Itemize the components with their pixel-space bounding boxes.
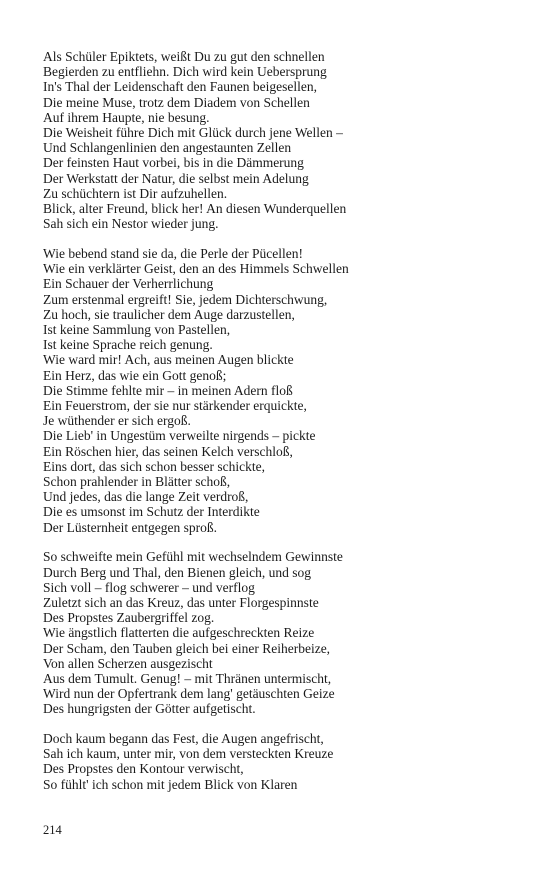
poem-line: Der Lüsternheit entgegen sproß. (43, 519, 217, 535)
poem-line: Ein Röschen hier, das seinen Kelch verschloß, (43, 443, 293, 459)
poem-line: Die Weisheit führe Dich mit Glück durch jene Wellen – (43, 125, 343, 141)
poem-text (43, 49, 513, 806)
poem-line: Die Stimme fehlte mir – in meinen Adern floß (43, 382, 293, 398)
poem-line: Die Lieb' in Ungestüm verweilte nirgends – pickte (43, 428, 316, 444)
poem-line: Wie ein verklärter Geist, den an des Himmels Schwellen (43, 261, 349, 277)
poem-line: Ein Herz, das wie ein Gott genoß; (43, 367, 227, 383)
poem-line: Der feinsten Haut vorbei, bis in die Dämmerung (43, 155, 304, 171)
poem-line: Zu schüchtern ist Dir aufzuhellen. (43, 185, 228, 201)
poem-line: Des Propstes Zaubergriffel zog. (43, 610, 215, 626)
stanza (43, 49, 513, 231)
poem-line: Zum erstenmal ergreift! Sie, jedem Dichterschwung, (43, 291, 328, 307)
poem-line: Ein Schauer der Verherrlichung (43, 276, 214, 292)
poem-line: Sich voll – flog schwerer – und verflog (43, 579, 255, 595)
poem-line: Der Werkstatt der Natur, die selbst mein Adelung (43, 170, 309, 186)
poem-line: Sah sich ein Nestor wieder jung. (43, 216, 219, 232)
page-number: 214 (43, 823, 62, 837)
poem-line: Der Scham, den Tauben gleich bei einer Reiherbeize, (43, 640, 331, 656)
poem-line: Des Propstes den Kontour verwischt, (43, 761, 244, 777)
poem-line: Doch kaum begann das Fest, die Augen angefrischt, (43, 731, 324, 747)
poem-line: Sah ich kaum, unter mir, von dem versteckten Kreuze (43, 746, 334, 762)
poem-line: Von allen Scherzen ausgezischt (43, 655, 213, 671)
stanza (43, 246, 513, 535)
poem-line: Begierden zu entfliehn. Dich wird kein Uebersprung (43, 64, 327, 80)
poem-line: Aus dem Tumult. Genug! – mit Thränen untermischt, (43, 670, 332, 686)
poem-line: Schon prahlender in Blätter schoß, (43, 473, 231, 489)
poem-line: Und jedes, das die lange Zeit verdroß, (43, 489, 249, 505)
poem-line: Zu hoch, sie traulicher dem Auge darzustellen, (43, 306, 295, 322)
poem-line: Eins dort, das sich schon besser schickte, (43, 458, 265, 474)
poem-line: Und Schlangenlinien den angestaunten Zellen (43, 140, 292, 156)
poem-line: Die meine Muse, trotz dem Diadem von Schellen (43, 94, 310, 110)
stanza (43, 549, 513, 716)
poem-line: So fühlt' ich schon mit jedem Blick von Klaren (43, 776, 298, 792)
poem-line: Je wüthender er sich ergoß. (43, 413, 191, 429)
poem-line: Die es umsonst im Schutz der Interdikte (43, 504, 260, 520)
poem-line: Wie ängstlich flatterten die aufgeschreckten Reize (43, 625, 315, 641)
poem-line: Durch Berg und Thal, den Bienen gleich, und sog (43, 564, 311, 580)
poem-line: Wie bebend stand sie da, die Perle der Pücellen! (43, 245, 303, 261)
poem-line: So schweifte mein Gefühl mit wechselndem Gewinnste (43, 549, 343, 565)
poem-line: Des hungrigsten der Götter aufgetischt. (43, 701, 256, 717)
poem-line: Wie ward mir! Ach, aus meinen Augen blickte (43, 352, 294, 368)
poem-line: Auf ihrem Haupte, nie besung. (43, 109, 210, 125)
poem-line: In's Thal der Leidenschaft den Faunen beigesellen, (43, 79, 317, 95)
poem-line: Wird nun der Opfertrank dem lang' getäuschten Geize (43, 686, 335, 702)
poem-line: Blick, alter Freund, blick her! An diesen Wunderquellen (43, 201, 347, 217)
poem-line: Ist keine Sammlung von Pastellen, (43, 321, 231, 337)
poem-line: Ist keine Sprache reich genung. (43, 337, 213, 353)
poem-line: Ein Feuerstrom, der sie nur stärkender erquickte, (43, 397, 307, 413)
stanza (43, 731, 513, 792)
poem-line: Als Schüler Epiktets, weißt Du zu gut den schnellen (43, 49, 325, 64)
poem-line: Zuletzt sich an das Kreuz, das unter Florgespinnste (43, 594, 319, 610)
